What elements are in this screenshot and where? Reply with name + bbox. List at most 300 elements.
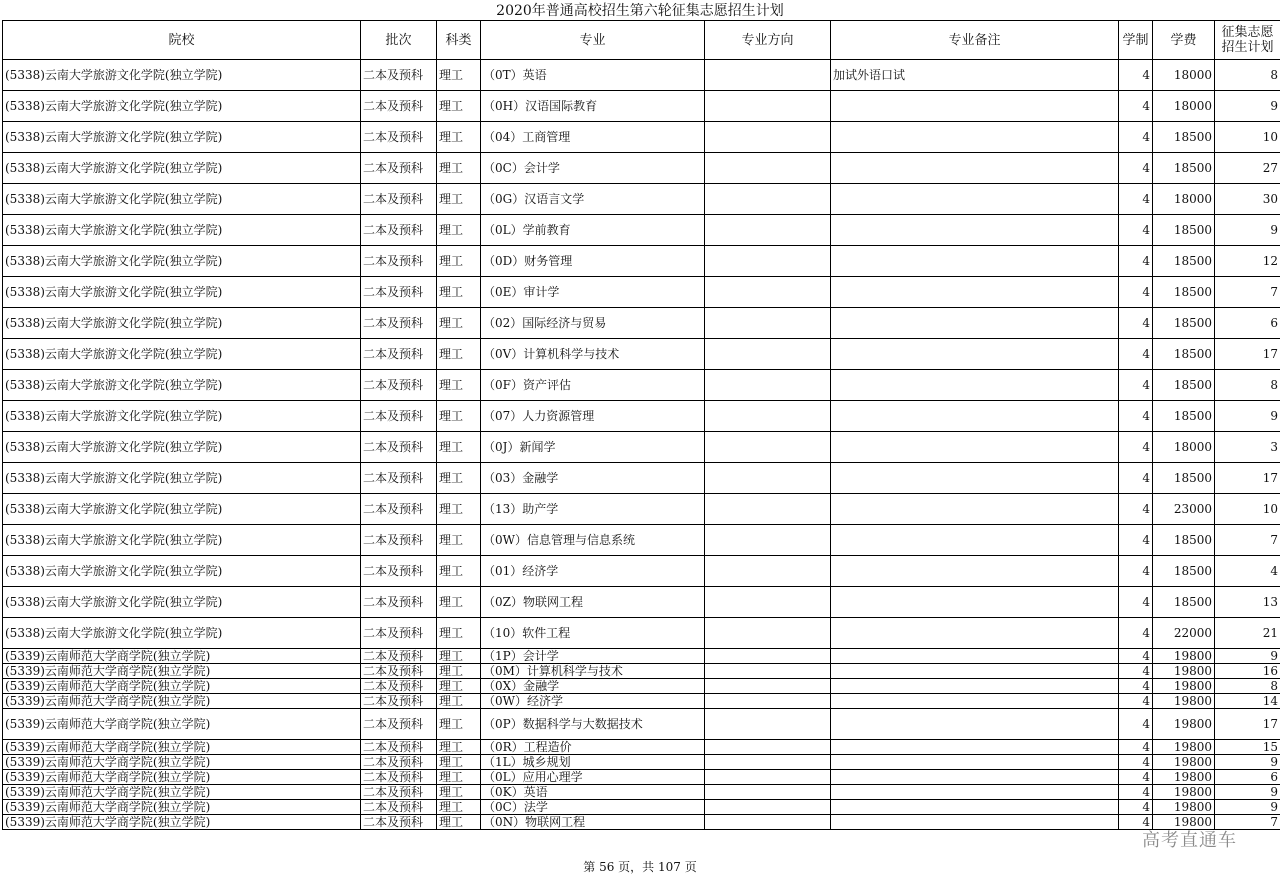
cell-note bbox=[831, 709, 1119, 740]
table-row bbox=[3, 432, 1280, 463]
cell-direction bbox=[705, 463, 831, 494]
cell-batch: 二本及预科 bbox=[361, 215, 437, 246]
cell-school: (5339)云南师范大学商学院(独立学院) bbox=[3, 679, 361, 694]
cell-fee: 18500 bbox=[1153, 308, 1215, 339]
cell-direction bbox=[705, 370, 831, 401]
cell-direction bbox=[705, 679, 831, 694]
cell-plan: 7 bbox=[1215, 525, 1280, 556]
cell-note bbox=[831, 525, 1119, 556]
cell-note bbox=[831, 556, 1119, 587]
cell-batch: 二本及预科 bbox=[361, 709, 437, 740]
cell-batch: 二本及预科 bbox=[361, 401, 437, 432]
cell-category: 理工 bbox=[437, 694, 481, 709]
cell-school: (5338)云南大学旅游文化学院(独立学院) bbox=[3, 339, 361, 370]
cell-fee: 19800 bbox=[1153, 770, 1215, 785]
cell-years: 4 bbox=[1119, 91, 1153, 122]
cell-major: （03）金融学 bbox=[481, 463, 705, 494]
cell-years: 4 bbox=[1119, 184, 1153, 215]
cell-note bbox=[831, 401, 1119, 432]
cell-school: (5338)云南大学旅游文化学院(独立学院) bbox=[3, 463, 361, 494]
cell-category: 理工 bbox=[437, 770, 481, 785]
cell-school: (5339)云南师范大学商学院(独立学院) bbox=[3, 785, 361, 800]
table-row bbox=[3, 556, 1280, 587]
cell-years: 4 bbox=[1119, 153, 1153, 184]
cell-fee: 18500 bbox=[1153, 339, 1215, 370]
cell-category: 理工 bbox=[437, 463, 481, 494]
cell-direction bbox=[705, 277, 831, 308]
table-header-row bbox=[3, 21, 1280, 60]
cell-fee: 19800 bbox=[1153, 679, 1215, 694]
cell-category: 理工 bbox=[437, 246, 481, 277]
cell-plan: 9 bbox=[1215, 649, 1280, 664]
cell-batch: 二本及预科 bbox=[361, 122, 437, 153]
cell-note bbox=[831, 800, 1119, 815]
cell-school: (5338)云南大学旅游文化学院(独立学院) bbox=[3, 122, 361, 153]
cell-direction bbox=[705, 246, 831, 277]
cell-years: 4 bbox=[1119, 785, 1153, 800]
cell-fee: 19800 bbox=[1153, 664, 1215, 679]
cell-direction bbox=[705, 755, 831, 770]
table-row bbox=[3, 277, 1280, 308]
cell-category: 理工 bbox=[437, 815, 481, 830]
admission-plan-table bbox=[2, 20, 1280, 830]
cell-school: (5339)云南师范大学商学院(独立学院) bbox=[3, 770, 361, 785]
cell-major: （0V）计算机科学与技术 bbox=[481, 339, 705, 370]
table-row bbox=[3, 308, 1280, 339]
cell-note bbox=[831, 785, 1119, 800]
table-row bbox=[3, 618, 1280, 649]
cell-major: （0N）物联网工程 bbox=[481, 815, 705, 830]
table-row bbox=[3, 401, 1280, 432]
cell-plan: 9 bbox=[1215, 401, 1280, 432]
cell-plan: 9 bbox=[1215, 91, 1280, 122]
cell-category: 理工 bbox=[437, 525, 481, 556]
cell-fee: 18000 bbox=[1153, 60, 1215, 91]
cell-batch: 二本及预科 bbox=[361, 740, 437, 755]
cell-major: （0H）汉语国际教育 bbox=[481, 91, 705, 122]
cell-note bbox=[831, 308, 1119, 339]
cell-fee: 19800 bbox=[1153, 755, 1215, 770]
cell-note bbox=[831, 153, 1119, 184]
cell-years: 4 bbox=[1119, 770, 1153, 785]
header-direction: 专业方向 bbox=[705, 21, 831, 60]
cell-direction bbox=[705, 401, 831, 432]
cell-category: 理工 bbox=[437, 800, 481, 815]
cell-fee: 19800 bbox=[1153, 709, 1215, 740]
table-row bbox=[3, 800, 1280, 815]
cell-category: 理工 bbox=[437, 153, 481, 184]
cell-note bbox=[831, 770, 1119, 785]
cell-direction bbox=[705, 785, 831, 800]
cell-fee: 18500 bbox=[1153, 556, 1215, 587]
cell-plan: 3 bbox=[1215, 432, 1280, 463]
cell-years: 4 bbox=[1119, 277, 1153, 308]
cell-fee: 18500 bbox=[1153, 463, 1215, 494]
cell-plan: 9 bbox=[1215, 755, 1280, 770]
cell-years: 4 bbox=[1119, 308, 1153, 339]
cell-batch: 二本及预科 bbox=[361, 277, 437, 308]
cell-school: (5339)云南师范大学商学院(独立学院) bbox=[3, 740, 361, 755]
table-row bbox=[3, 815, 1280, 830]
table-row bbox=[3, 679, 1280, 694]
cell-category: 理工 bbox=[437, 91, 481, 122]
cell-fee: 18000 bbox=[1153, 91, 1215, 122]
table-row bbox=[3, 60, 1280, 91]
cell-direction bbox=[705, 649, 831, 664]
cell-direction bbox=[705, 709, 831, 740]
table-row bbox=[3, 755, 1280, 770]
cell-fee: 18500 bbox=[1153, 587, 1215, 618]
cell-years: 4 bbox=[1119, 618, 1153, 649]
cell-plan: 27 bbox=[1215, 153, 1280, 184]
table-row bbox=[3, 694, 1280, 709]
cell-note bbox=[831, 494, 1119, 525]
table-row bbox=[3, 122, 1280, 153]
cell-years: 4 bbox=[1119, 587, 1153, 618]
cell-batch: 二本及预科 bbox=[361, 815, 437, 830]
cell-major: （0E）审计学 bbox=[481, 277, 705, 308]
header-years: 学制 bbox=[1119, 21, 1153, 60]
cell-batch: 二本及预科 bbox=[361, 184, 437, 215]
cell-school: (5339)云南师范大学商学院(独立学院) bbox=[3, 815, 361, 830]
cell-plan: 9 bbox=[1215, 800, 1280, 815]
page-title: 2020年普通高校招生第六轮征集志愿招生计划 bbox=[496, 3, 784, 19]
cell-note bbox=[831, 370, 1119, 401]
cell-years: 4 bbox=[1119, 463, 1153, 494]
header-plan: 征集志愿招生计划 bbox=[1215, 21, 1280, 60]
cell-school: (5338)云南大学旅游文化学院(独立学院) bbox=[3, 370, 361, 401]
cell-fee: 19800 bbox=[1153, 694, 1215, 709]
cell-note bbox=[831, 694, 1119, 709]
cell-batch: 二本及预科 bbox=[361, 463, 437, 494]
cell-plan: 8 bbox=[1215, 60, 1280, 91]
cell-plan: 14 bbox=[1215, 694, 1280, 709]
cell-batch: 二本及预科 bbox=[361, 785, 437, 800]
cell-direction bbox=[705, 556, 831, 587]
cell-plan: 13 bbox=[1215, 587, 1280, 618]
cell-fee: 18500 bbox=[1153, 246, 1215, 277]
cell-category: 理工 bbox=[437, 664, 481, 679]
cell-years: 4 bbox=[1119, 339, 1153, 370]
cell-years: 4 bbox=[1119, 694, 1153, 709]
cell-plan: 8 bbox=[1215, 370, 1280, 401]
cell-direction bbox=[705, 308, 831, 339]
cell-school: (5338)云南大学旅游文化学院(独立学院) bbox=[3, 277, 361, 308]
cell-major: （0C）法学 bbox=[481, 800, 705, 815]
cell-direction bbox=[705, 91, 831, 122]
cell-years: 4 bbox=[1119, 815, 1153, 830]
table-row bbox=[3, 246, 1280, 277]
cell-category: 理工 bbox=[437, 679, 481, 694]
cell-batch: 二本及预科 bbox=[361, 153, 437, 184]
table-row bbox=[3, 91, 1280, 122]
cell-major: （0L）学前教育 bbox=[481, 215, 705, 246]
cell-batch: 二本及预科 bbox=[361, 679, 437, 694]
cell-fee: 18500 bbox=[1153, 153, 1215, 184]
cell-major: （01）经济学 bbox=[481, 556, 705, 587]
cell-category: 理工 bbox=[437, 556, 481, 587]
cell-category: 理工 bbox=[437, 709, 481, 740]
cell-major: （02）国际经济与贸易 bbox=[481, 308, 705, 339]
cell-major: （04）工商管理 bbox=[481, 122, 705, 153]
cell-batch: 二本及预科 bbox=[361, 525, 437, 556]
cell-batch: 二本及预科 bbox=[361, 755, 437, 770]
cell-batch: 二本及预科 bbox=[361, 770, 437, 785]
cell-batch: 二本及预科 bbox=[361, 664, 437, 679]
cell-fee: 22000 bbox=[1153, 618, 1215, 649]
cell-plan: 30 bbox=[1215, 184, 1280, 215]
cell-category: 理工 bbox=[437, 308, 481, 339]
cell-years: 4 bbox=[1119, 649, 1153, 664]
cell-major: （0X）金融学 bbox=[481, 679, 705, 694]
cell-years: 4 bbox=[1119, 432, 1153, 463]
cell-fee: 18000 bbox=[1153, 432, 1215, 463]
cell-plan: 21 bbox=[1215, 618, 1280, 649]
cell-direction bbox=[705, 60, 831, 91]
cell-school: (5339)云南师范大学商学院(独立学院) bbox=[3, 694, 361, 709]
cell-years: 4 bbox=[1119, 401, 1153, 432]
cell-direction bbox=[705, 770, 831, 785]
cell-batch: 二本及预科 bbox=[361, 339, 437, 370]
cell-plan: 12 bbox=[1215, 246, 1280, 277]
header-batch: 批次 bbox=[361, 21, 437, 60]
cell-major: （13）助产学 bbox=[481, 494, 705, 525]
cell-batch: 二本及预科 bbox=[361, 370, 437, 401]
cell-batch: 二本及预科 bbox=[361, 694, 437, 709]
cell-years: 4 bbox=[1119, 122, 1153, 153]
cell-fee: 19800 bbox=[1153, 785, 1215, 800]
cell-note bbox=[831, 184, 1119, 215]
header-fee: 学费 bbox=[1153, 21, 1215, 60]
cell-note bbox=[831, 679, 1119, 694]
cell-school: (5338)云南大学旅游文化学院(独立学院) bbox=[3, 401, 361, 432]
cell-direction bbox=[705, 215, 831, 246]
cell-fee: 18500 bbox=[1153, 370, 1215, 401]
cell-major: （0R）工程造价 bbox=[481, 740, 705, 755]
table-row bbox=[3, 740, 1280, 755]
cell-years: 4 bbox=[1119, 246, 1153, 277]
cell-school: (5339)云南师范大学商学院(独立学院) bbox=[3, 755, 361, 770]
header-note: 专业备注 bbox=[831, 21, 1119, 60]
table-row bbox=[3, 184, 1280, 215]
cell-batch: 二本及预科 bbox=[361, 432, 437, 463]
cell-plan: 17 bbox=[1215, 339, 1280, 370]
cell-years: 4 bbox=[1119, 556, 1153, 587]
cell-category: 理工 bbox=[437, 618, 481, 649]
cell-category: 理工 bbox=[437, 122, 481, 153]
cell-category: 理工 bbox=[437, 587, 481, 618]
cell-fee: 19800 bbox=[1153, 649, 1215, 664]
cell-fee: 23000 bbox=[1153, 494, 1215, 525]
cell-years: 4 bbox=[1119, 215, 1153, 246]
cell-major: （0M）计算机科学与技术 bbox=[481, 664, 705, 679]
table-row bbox=[3, 709, 1280, 740]
cell-school: (5338)云南大学旅游文化学院(独立学院) bbox=[3, 618, 361, 649]
cell-school: (5338)云南大学旅游文化学院(独立学院) bbox=[3, 432, 361, 463]
cell-years: 4 bbox=[1119, 800, 1153, 815]
cell-note bbox=[831, 91, 1119, 122]
cell-plan: 10 bbox=[1215, 494, 1280, 525]
cell-batch: 二本及预科 bbox=[361, 587, 437, 618]
header-category: 科类 bbox=[437, 21, 481, 60]
cell-major: （0Z）物联网工程 bbox=[481, 587, 705, 618]
cell-major: （0T）英语 bbox=[481, 60, 705, 91]
cell-major: （10）软件工程 bbox=[481, 618, 705, 649]
cell-fee: 18500 bbox=[1153, 525, 1215, 556]
cell-fee: 19800 bbox=[1153, 800, 1215, 815]
cell-batch: 二本及预科 bbox=[361, 556, 437, 587]
cell-plan: 6 bbox=[1215, 770, 1280, 785]
cell-plan: 17 bbox=[1215, 709, 1280, 740]
cell-major: （0P）数据科学与大数据技术 bbox=[481, 709, 705, 740]
cell-major: （0G）汉语言文学 bbox=[481, 184, 705, 215]
cell-fee: 18000 bbox=[1153, 184, 1215, 215]
cell-major: （0J）新闻学 bbox=[481, 432, 705, 463]
cell-category: 理工 bbox=[437, 339, 481, 370]
cell-school: (5338)云南大学旅游文化学院(独立学院) bbox=[3, 184, 361, 215]
table-row bbox=[3, 587, 1280, 618]
cell-fee: 18500 bbox=[1153, 277, 1215, 308]
cell-category: 理工 bbox=[437, 401, 481, 432]
cell-category: 理工 bbox=[437, 785, 481, 800]
table-row bbox=[3, 215, 1280, 246]
cell-fee: 18500 bbox=[1153, 122, 1215, 153]
cell-plan: 4 bbox=[1215, 556, 1280, 587]
cell-plan: 10 bbox=[1215, 122, 1280, 153]
cell-plan: 16 bbox=[1215, 664, 1280, 679]
cell-note bbox=[831, 246, 1119, 277]
cell-school: (5339)云南师范大学商学院(独立学院) bbox=[3, 664, 361, 679]
cell-batch: 二本及预科 bbox=[361, 246, 437, 277]
cell-category: 理工 bbox=[437, 277, 481, 308]
table-row bbox=[3, 339, 1280, 370]
table-row bbox=[3, 770, 1280, 785]
table-row bbox=[3, 370, 1280, 401]
table-row bbox=[3, 785, 1280, 800]
cell-fee: 19800 bbox=[1153, 740, 1215, 755]
header-major: 专业 bbox=[481, 21, 705, 60]
table-row bbox=[3, 494, 1280, 525]
cell-note: 加试外语口试 bbox=[831, 60, 1119, 91]
cell-note bbox=[831, 277, 1119, 308]
cell-school: (5339)云南师范大学商学院(独立学院) bbox=[3, 800, 361, 815]
cell-major: （0W）经济学 bbox=[481, 694, 705, 709]
cell-direction bbox=[705, 618, 831, 649]
cell-school: (5338)云南大学旅游文化学院(独立学院) bbox=[3, 153, 361, 184]
cell-note bbox=[831, 740, 1119, 755]
cell-major: （0C）会计学 bbox=[481, 153, 705, 184]
cell-note bbox=[831, 122, 1119, 153]
cell-category: 理工 bbox=[437, 740, 481, 755]
cell-school: (5338)云南大学旅游文化学院(独立学院) bbox=[3, 246, 361, 277]
table-row bbox=[3, 649, 1280, 664]
cell-school: (5338)云南大学旅游文化学院(独立学院) bbox=[3, 556, 361, 587]
cell-plan: 17 bbox=[1215, 463, 1280, 494]
cell-note bbox=[831, 432, 1119, 463]
cell-category: 理工 bbox=[437, 215, 481, 246]
cell-batch: 二本及预科 bbox=[361, 649, 437, 664]
cell-years: 4 bbox=[1119, 525, 1153, 556]
cell-batch: 二本及预科 bbox=[361, 800, 437, 815]
table-row bbox=[3, 525, 1280, 556]
cell-years: 4 bbox=[1119, 370, 1153, 401]
cell-batch: 二本及预科 bbox=[361, 494, 437, 525]
cell-plan: 7 bbox=[1215, 277, 1280, 308]
cell-direction bbox=[705, 122, 831, 153]
cell-fee: 19800 bbox=[1153, 815, 1215, 830]
cell-school: (5338)云南大学旅游文化学院(独立学院) bbox=[3, 91, 361, 122]
cell-direction bbox=[705, 800, 831, 815]
cell-years: 4 bbox=[1119, 740, 1153, 755]
cell-batch: 二本及预科 bbox=[361, 60, 437, 91]
cell-school: (5338)云南大学旅游文化学院(独立学院) bbox=[3, 587, 361, 618]
cell-note bbox=[831, 587, 1119, 618]
cell-note bbox=[831, 618, 1119, 649]
cell-note bbox=[831, 215, 1119, 246]
cell-plan: 7 bbox=[1215, 815, 1280, 830]
watermark: 高考直通车 bbox=[1142, 830, 1237, 851]
cell-batch: 二本及预科 bbox=[361, 91, 437, 122]
cell-years: 4 bbox=[1119, 60, 1153, 91]
cell-direction bbox=[705, 587, 831, 618]
cell-school: (5338)云南大学旅游文化学院(独立学院) bbox=[3, 60, 361, 91]
cell-years: 4 bbox=[1119, 755, 1153, 770]
cell-major: （0D）财务管理 bbox=[481, 246, 705, 277]
table-row bbox=[3, 463, 1280, 494]
cell-plan: 6 bbox=[1215, 308, 1280, 339]
cell-plan: 15 bbox=[1215, 740, 1280, 755]
table-row bbox=[3, 664, 1280, 679]
cell-category: 理工 bbox=[437, 370, 481, 401]
cell-note bbox=[831, 664, 1119, 679]
page-number: 第 56 页，共 107 页 bbox=[583, 860, 697, 874]
cell-major: （0F）资产评估 bbox=[481, 370, 705, 401]
cell-years: 4 bbox=[1119, 664, 1153, 679]
cell-category: 理工 bbox=[437, 649, 481, 664]
cell-note bbox=[831, 649, 1119, 664]
table-row bbox=[3, 153, 1280, 184]
cell-plan: 9 bbox=[1215, 785, 1280, 800]
cell-direction bbox=[705, 494, 831, 525]
cell-major: （1L）城乡规划 bbox=[481, 755, 705, 770]
cell-note bbox=[831, 339, 1119, 370]
cell-fee: 18500 bbox=[1153, 401, 1215, 432]
cell-category: 理工 bbox=[437, 60, 481, 91]
cell-note bbox=[831, 463, 1119, 494]
cell-direction bbox=[705, 153, 831, 184]
table-body bbox=[3, 60, 1280, 830]
cell-category: 理工 bbox=[437, 755, 481, 770]
cell-direction bbox=[705, 339, 831, 370]
cell-school: (5339)云南师范大学商学院(独立学院) bbox=[3, 709, 361, 740]
cell-batch: 二本及预科 bbox=[361, 618, 437, 649]
cell-school: (5339)云南师范大学商学院(独立学院) bbox=[3, 649, 361, 664]
cell-school: (5338)云南大学旅游文化学院(独立学院) bbox=[3, 494, 361, 525]
cell-major: （0L）应用心理学 bbox=[481, 770, 705, 785]
cell-plan: 9 bbox=[1215, 215, 1280, 246]
cell-direction bbox=[705, 664, 831, 679]
cell-direction bbox=[705, 432, 831, 463]
cell-direction bbox=[705, 740, 831, 755]
cell-school: (5338)云南大学旅游文化学院(独立学院) bbox=[3, 308, 361, 339]
cell-major: （0K）英语 bbox=[481, 785, 705, 800]
cell-note bbox=[831, 755, 1119, 770]
cell-plan: 8 bbox=[1215, 679, 1280, 694]
cell-batch: 二本及预科 bbox=[361, 308, 437, 339]
cell-note bbox=[831, 815, 1119, 830]
cell-major: （0W）信息管理与信息系统 bbox=[481, 525, 705, 556]
cell-direction bbox=[705, 184, 831, 215]
